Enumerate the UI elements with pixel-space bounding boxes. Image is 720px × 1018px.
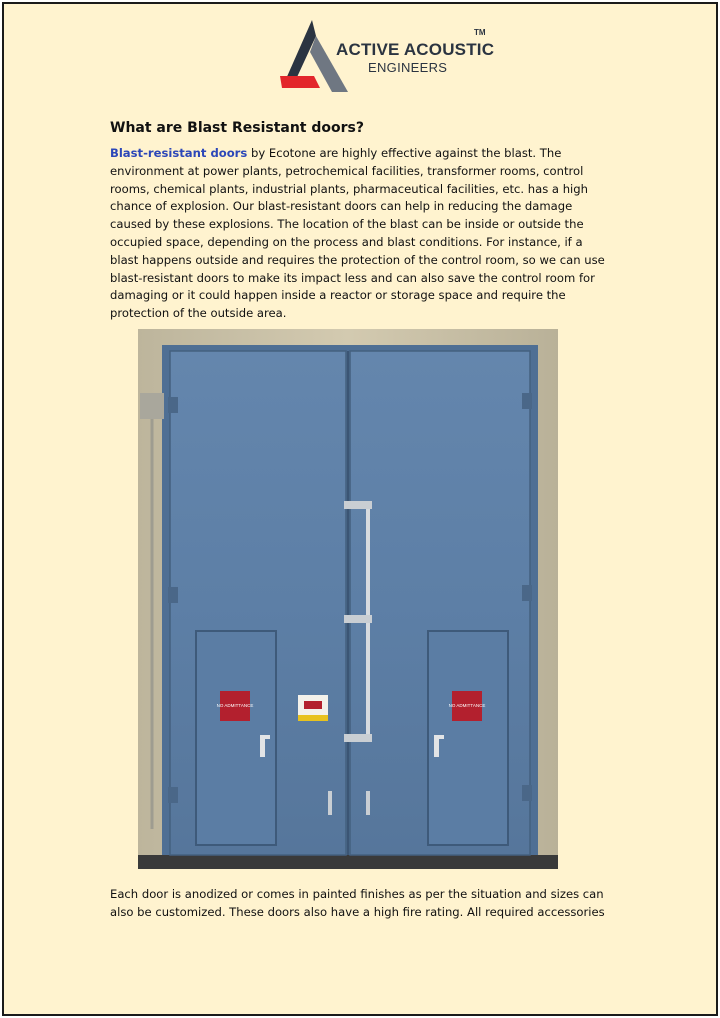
svg-text:NO ADMITTANCE: NO ADMITTANCE <box>448 703 486 708</box>
warning-sign-middle <box>298 695 328 721</box>
logo-subtitle: ENGINEERS <box>368 60 448 75</box>
blast-door-photo <box>138 329 558 869</box>
blast-resistant-doors-link[interactable]: Blast-resistant doors <box>110 146 248 160</box>
company-logo <box>278 18 495 98</box>
article-heading: What are Blast Resistant doors? <box>110 120 364 136</box>
no-admittance-sign-left <box>217 691 254 721</box>
logo-title: ACTIVE ACOUSTIC <box>336 40 495 59</box>
intro-paragraph <box>110 145 614 323</box>
trademark-symbol: TM <box>474 28 486 37</box>
accessories-paragraph: Each door is anodized or comes in painted finishes as per the situation and sizes can also be customized. These doors also have a high fire rating. All required accessories <box>110 887 605 919</box>
document-page <box>2 2 718 1016</box>
intro-paragraph-text: by Ecotone are highly effective against the blast. The environment at power plants, petrochemical facilities, transformer rooms, control rooms, chemical plants, industrial plants, pharmaceutical facilities, etc. has a high chance of explosion. Our blast-resistant doors can help in reducing the damage caused by these explosions. The location of the blast can be inside or outside the occupied space, depending on the process and blast conditions. For instance, if a blast happens outside and requires the protection of the control room, so we can use blast-resistant doors to make its impact less and can also save the control room for damaging or it could happen inside a reactor or storage space and require the protection of the outside area. <box>110 146 605 321</box>
svg-text:NO ADMITTANCE: NO ADMITTANCE <box>216 703 254 708</box>
no-admittance-sign-right <box>449 691 486 721</box>
